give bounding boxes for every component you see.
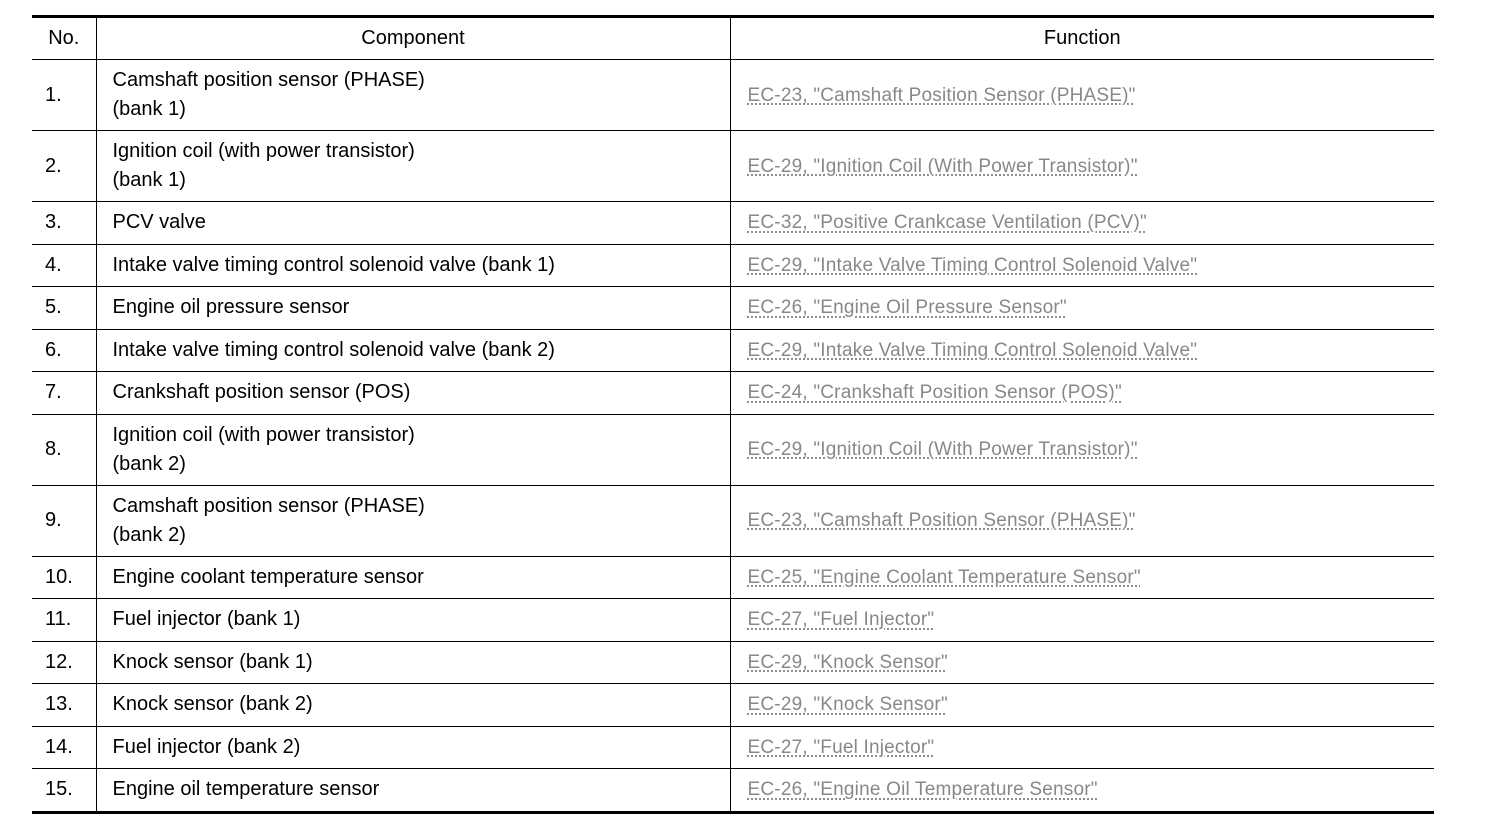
table-row: [32, 641, 1434, 684]
function-cell: [730, 726, 1434, 769]
row-number: 9.: [32, 485, 96, 556]
component-name-line: Intake valve timing control solenoid valve (bank 2): [112, 338, 555, 361]
function-reference-link[interactable]: EC-24, "Crankshaft Position Sensor (POS)": [747, 382, 1122, 404]
table-row: [32, 131, 1434, 202]
header-component: Component: [96, 17, 730, 60]
component-cell: [96, 599, 730, 642]
function-reference-link[interactable]: EC-29, "Ignition Coil (With Power Transistor)": [747, 155, 1138, 177]
component-cell: [96, 372, 730, 415]
function-cell: [730, 287, 1434, 330]
component-cell: [96, 485, 730, 556]
component-name-line: Ignition coil (with power transistor): [112, 140, 415, 162]
table-row: [32, 202, 1434, 245]
function-cell: [730, 244, 1434, 287]
component-cell: [96, 726, 730, 769]
function-reference-link[interactable]: EC-25, "Engine Coolant Temperature Sensor": [747, 566, 1141, 588]
function-reference-link[interactable]: EC-29, "Intake Valve Timing Control Solenoid Valve": [747, 254, 1198, 276]
row-number: 10.: [32, 556, 96, 599]
component-cell: [96, 641, 730, 684]
table-row: [32, 414, 1434, 485]
component-name-line: Knock sensor (bank 2): [112, 693, 313, 716]
component-name-line: (bank 1): [112, 98, 186, 120]
function-reference-link[interactable]: EC-23, "Camshaft Position Sensor (PHASE)": [747, 84, 1136, 106]
component-cell: [96, 414, 730, 485]
table-row: [32, 599, 1434, 642]
component-cell: [96, 202, 730, 245]
component-cell: [96, 684, 730, 727]
function-reference-link[interactable]: EC-23, "Camshaft Position Sensor (PHASE)": [747, 510, 1136, 531]
header-function: Function: [730, 17, 1434, 60]
row-number: 12.: [32, 641, 96, 684]
component-name-line: Engine oil temperature sensor: [112, 778, 380, 801]
function-reference-link[interactable]: EC-26, "Engine Oil Pressure Sensor": [747, 297, 1067, 319]
component-function-table: [32, 15, 1434, 814]
function-cell: [730, 485, 1434, 556]
function-reference-link[interactable]: EC-26, "Engine Oil Temperature Sensor": [747, 779, 1098, 801]
component-cell: [96, 287, 730, 330]
function-reference-link[interactable]: EC-32, "Positive Crankcase Ventilation (PCV)": [747, 212, 1147, 234]
function-reference-link[interactable]: EC-29, "Ignition Coil (With Power Transistor)": [747, 439, 1138, 460]
component-name-line: Fuel injector (bank 1): [112, 608, 301, 631]
function-reference-link[interactable]: EC-29, "Knock Sensor": [747, 694, 948, 716]
table-row: [32, 244, 1434, 287]
table-row: [32, 329, 1434, 372]
component-cell: [96, 329, 730, 372]
component-cell: [96, 244, 730, 287]
row-number: 11.: [32, 599, 96, 642]
row-number: 2.: [32, 131, 96, 202]
component-name-line: (bank 1): [112, 169, 186, 191]
row-number: 7.: [32, 372, 96, 415]
header-no: No.: [32, 17, 96, 60]
row-number: 13.: [32, 684, 96, 727]
component-name-line: Intake valve timing control solenoid valve (bank 1): [112, 253, 555, 276]
function-cell: [730, 556, 1434, 599]
component-name-line: Engine coolant temperature sensor: [112, 565, 424, 588]
row-number: 6.: [32, 329, 96, 372]
function-reference-link[interactable]: EC-27, "Fuel Injector": [747, 736, 935, 758]
component-cell: [96, 556, 730, 599]
component-name-line: Camshaft position sensor (PHASE): [112, 69, 425, 91]
function-reference-link[interactable]: EC-27, "Fuel Injector": [747, 609, 935, 631]
table-row: [32, 769, 1434, 813]
function-cell: [730, 60, 1434, 131]
component-name-line: PCV valve: [112, 211, 206, 234]
table-row: [32, 726, 1434, 769]
function-cell: [730, 414, 1434, 485]
row-number: 5.: [32, 287, 96, 330]
row-number: 4.: [32, 244, 96, 287]
component-name-line: (bank 2): [112, 523, 186, 546]
row-number: 8.: [32, 414, 96, 485]
function-reference-link[interactable]: EC-29, "Knock Sensor": [747, 651, 948, 673]
function-cell: [730, 202, 1434, 245]
table-row: [32, 684, 1434, 727]
function-reference-link[interactable]: EC-29, "Intake Valve Timing Control Solenoid Valve": [747, 339, 1198, 361]
table-body: [32, 60, 1434, 813]
table-row: [32, 372, 1434, 415]
component-name-line: Ignition coil (with power transistor): [112, 423, 415, 446]
row-number: 1.: [32, 60, 96, 131]
component-name-line: Fuel injector (bank 2): [112, 735, 301, 758]
component-name-line: Crankshaft position sensor (POS): [112, 381, 411, 404]
function-cell: [730, 769, 1434, 813]
component-cell: [96, 60, 730, 131]
function-cell: [730, 131, 1434, 202]
function-cell: [730, 329, 1434, 372]
function-cell: [730, 641, 1434, 684]
component-name-line: Camshaft position sensor (PHASE): [112, 494, 425, 517]
component-cell: [96, 131, 730, 202]
function-cell: [730, 372, 1434, 415]
row-number: 3.: [32, 202, 96, 245]
table-row: [32, 60, 1434, 131]
table-row: [32, 556, 1434, 599]
row-number: 14.: [32, 726, 96, 769]
component-table-container: [32, 15, 1434, 814]
function-cell: [730, 599, 1434, 642]
row-number: 15.: [32, 769, 96, 813]
component-name-line: Knock sensor (bank 1): [112, 650, 313, 673]
component-name-line: Engine oil pressure sensor: [112, 296, 350, 319]
component-cell: [96, 769, 730, 813]
table-header-row: [32, 17, 1434, 60]
table-row: [32, 287, 1434, 330]
table-row: [32, 485, 1434, 556]
function-cell: [730, 684, 1434, 727]
component-name-line: (bank 2): [112, 452, 186, 475]
